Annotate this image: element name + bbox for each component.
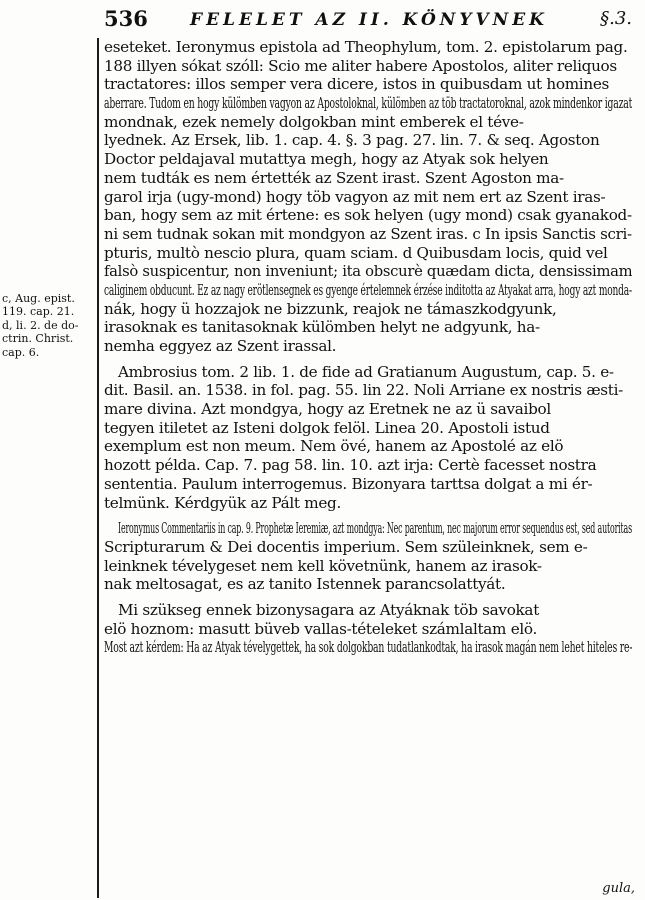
margin-note	[2, 292, 94, 359]
margin-note-line: ctrin. Christ.	[2, 332, 74, 346]
text-line: ban, hogy sem az mit értene: es sok helyen (ugy mond) csak gyanakod-	[104, 206, 632, 225]
text-line: eseteket. Ieronymus epistola ad Theophylum, tom. 2. epistolarum pag.	[104, 38, 628, 56]
margin-note-line: cap. 6.	[2, 345, 40, 359]
margin-note-line: c, Aug. epist.	[2, 292, 75, 305]
text-line: nak meltosagat, es az tanito Istennek parancsolattyát.	[104, 575, 506, 594]
text-line: irasoknak es tanitasoknak külömben helyt ne adgyunk, ha-	[104, 318, 540, 337]
text-line: lyednek. Az Ersek, lib. 1. cap. 4. §. 3 pag. 27. lin. 7. & seq. Agoston	[104, 131, 600, 150]
text-line: mare divina. Azt mondgya, hogy az Eretnek ne az ü savaibol	[104, 400, 551, 419]
paragraph-gap	[104, 512, 632, 519]
text-line: 188 illyen sókat szóll: Scio me aliter habere Apostolos, aliter reliquos	[104, 56, 617, 75]
paragraph-gap	[104, 356, 632, 363]
text-line: Scripturarum & Dei docentis imperium. Sem szüleinknek, sem e-	[104, 537, 588, 556]
text-line: aberrare. Tudom en hogy külömben vagyon az Apostoloknal, külömben az töb tractatoroknal, azok mindenkor igazat	[104, 94, 632, 113]
gutter-rule	[97, 38, 99, 898]
paragraph-gap	[104, 594, 632, 601]
text-line: falsò suspicentur, non inveniunt; ita obscurè quædam dicta, densissimam	[104, 262, 632, 281]
catchword: gula,	[602, 881, 635, 896]
text-line: dit. Basil. an. 1538. in fol. pag. 55. lin 22. Noli Arriane ex nostris æsti-	[104, 381, 623, 400]
text-line: ni sem tudnak sokan mit mondgyon az Szent iras. c In ipsis Sanctis scri-	[104, 224, 632, 243]
text-line: pturis, multò nescio plura, quam sciam. d Quibusdam locis, quid vel	[104, 243, 608, 262]
text-line: Mi szükseg ennek bizonysagara az Atyáknak töb savokat	[118, 600, 539, 619]
text-line: garol irja (ugy-mond) hogy töb vagyon az mit nem ert az Szent iras-	[104, 187, 606, 206]
text-line: Most azt kérdem: Ha az Atyak tévelygettek, ha sok dolgokban tudatlankodtak, ha irasok magán nem lehet hiteles re-	[104, 638, 632, 657]
text-line: Doctor peldajaval mutattya megh, hogy az Atyak sok helyen	[104, 150, 549, 169]
text-line: elö hoznom: masutt büveb vallas-tételeket számlaltam elö.	[104, 619, 538, 638]
text-line: nemha eggyez az Szent irassal.	[104, 337, 337, 355]
section-mark: §.3.	[600, 8, 632, 29]
text-line: Ambrosius tom. 2 lib. 1. de fide ad Gratianum Augustum, cap. 5. e-	[118, 362, 614, 381]
text-line: leinknek tévelygeset nem kell követnünk, hanem az irasok-	[104, 556, 542, 575]
text-line: exemplum est non meum. Nem övé, hanem az Apostolé az elö	[104, 437, 564, 456]
text-line: sententia. Paulum interrogemus. Bizonyara tarttsa dolgat a mi ér-	[104, 474, 593, 493]
page-header	[104, 4, 634, 36]
page-number: 536	[104, 6, 148, 31]
body-text	[104, 38, 632, 657]
text-line: Ieronymus Commentariis in cap. 9. Prophetæ Ieremiæ, azt mondgya: Nec parentum, nec majorum error sequendus est, sed autoritas	[118, 519, 632, 538]
running-title: FELELET AZ II. KÖNYVNEK	[190, 10, 548, 30]
text-line: caliginem obducunt. Ez az nagy erötlensegnek es gyenge értelemnek érzése inditotta az Atyakat arra, hogy azt monda-	[104, 280, 632, 299]
text-line: tegyen itiletet az Isteni dolgok felöl. Linea 20. Apostoli istud	[104, 418, 550, 437]
text-line: hozott példa. Cap. 7. pag 58. lin. 10. azt irja: Certè facesset nostra	[104, 456, 597, 475]
text-line: telmünk. Kérdgyük az Pált meg.	[104, 493, 341, 512]
margin-note-line: d, li. 2. de do-	[2, 318, 79, 332]
text-line: tractatores: illos semper vera dicere, istos in quibusdam ut homines	[104, 75, 610, 94]
text-line: nem tudták es nem értették az Szent irast. Szent Agoston ma-	[104, 168, 564, 187]
margin-note-line: 119. cap. 21.	[2, 305, 75, 319]
text-line: mondnak, ezek nemely dolgokban mint emberek el téve-	[104, 112, 524, 131]
text-line: nák, hogy ü hozzajok ne bizzunk, reajok ne támaszkodgyunk,	[104, 299, 557, 318]
